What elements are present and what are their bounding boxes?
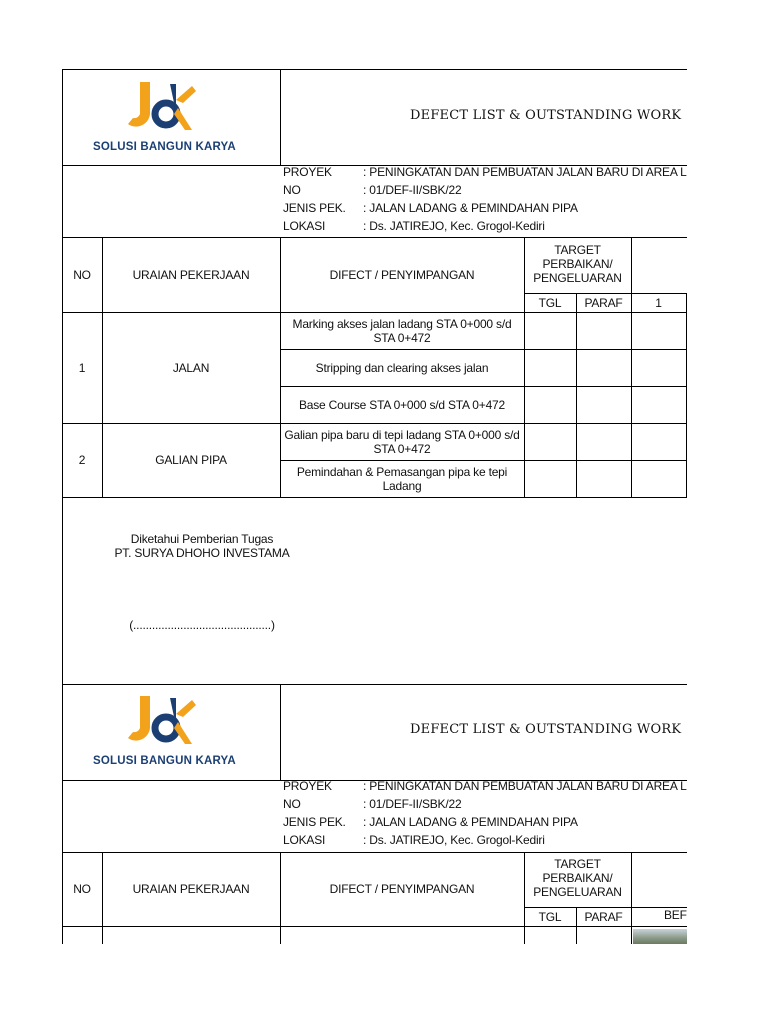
company-name: SOLUSI BANGUN KARYA xyxy=(93,141,236,153)
proyek-label: PROYEK xyxy=(283,165,332,179)
header-difect: DIFECT / PENYIMPANGAN xyxy=(329,882,475,896)
company-logo xyxy=(126,78,198,138)
row-2-item-2: Pemindahan & Pemasangan pipa ke tepi Ladang xyxy=(296,464,508,493)
jenis-value: : JALAN LADANG & PEMINDAHAN PIPA xyxy=(363,815,578,829)
lokasi-value: : Ds. JATIREJO, Kec. Grogol-Kediri xyxy=(363,219,545,233)
lokasi-label: LOKASI xyxy=(283,219,326,233)
row-1-item-3: Base Course STA 0+000 s/d STA 0+472 xyxy=(298,397,506,412)
no-value: : 01/DEF-II/SBK/22 xyxy=(363,797,462,811)
proyek-label: PROYEK xyxy=(283,779,332,793)
header-tgl: TGL xyxy=(538,909,562,924)
row-2-uraian: GALIAN PIPA xyxy=(155,453,227,467)
row-2-no: 2 xyxy=(78,453,86,467)
header-no: NO xyxy=(73,882,91,896)
jenis-label: JENIS PEK. xyxy=(283,201,346,215)
header-no: NO xyxy=(73,267,91,282)
document-title: DEFECT LIST & OUTSTANDING WORK xyxy=(410,108,682,123)
header-target-2: PERBAIKAN/ xyxy=(542,257,613,271)
header-difect: DIFECT / PENYIMPANGAN xyxy=(329,267,475,282)
no-value: : 01/DEF-II/SBK/22 xyxy=(363,183,462,197)
jenis-label: JENIS PEK. xyxy=(283,815,346,829)
header-target-1: TARGET xyxy=(554,243,601,257)
border-top xyxy=(62,69,687,70)
header-before xyxy=(631,907,687,926)
proyek-value: : PENINGKATAN DAN PEMBUATAN JALAN BARU DI AREA L xyxy=(363,165,687,179)
row-2-item-1: Galian pipa baru di tepi ladang STA 0+000 s/d STA 0+472 xyxy=(284,427,520,456)
logo-mark-icon xyxy=(126,78,198,138)
header-before-label: BEF xyxy=(664,908,687,922)
row-1-item-1: Marking akses jalan ladang STA 0+000 s/d STA 0+472 xyxy=(292,316,512,345)
border-header-split xyxy=(280,69,281,166)
header-uraian: URAIAN PEKERJAAN xyxy=(132,882,250,896)
row-1-uraian: JALAN xyxy=(172,360,210,375)
logo-mark-icon xyxy=(126,692,198,752)
header-target-3: PENGELUARAN xyxy=(533,885,622,899)
header-target-3: PENGELUARAN xyxy=(533,271,622,285)
header-uraian: URAIAN PEKERJAAN xyxy=(132,267,250,282)
header-target-2: PERBAIKAN/ xyxy=(542,871,613,885)
company-name: SOLUSI BANGUN KARYA xyxy=(93,755,236,767)
signature-line-1: Diketahui Pemberian Tugas xyxy=(130,532,274,546)
header-tgl: TGL xyxy=(538,295,562,310)
signature-blank: (............................................) xyxy=(129,618,275,632)
header-paraf: PARAF xyxy=(584,295,623,310)
no-label: NO xyxy=(283,797,301,811)
no-label: NO xyxy=(283,183,301,197)
signature-line-2: PT. SURYA DHOHO INVESTAMA xyxy=(114,546,290,560)
header-paraf: PARAF xyxy=(584,909,623,924)
document-title: DEFECT LIST & OUTSTANDING WORK xyxy=(410,722,682,737)
jenis-value: : JALAN LADANG & PEMINDAHAN PIPA xyxy=(363,201,578,215)
proyek-value: : PENINGKATAN DAN PEMBUATAN JALAN BARU DI AREA L xyxy=(363,779,687,793)
row-1-no: 1 xyxy=(78,360,86,375)
lokasi-label: LOKASI xyxy=(283,833,326,847)
row-1-item-2: Stripping dan clearing akses jalan xyxy=(315,360,489,375)
header-col-1: 1 xyxy=(655,295,662,310)
lokasi-value: : Ds. JATIREJO, Kec. Grogol-Kediri xyxy=(363,833,545,847)
header-target-1: TARGET xyxy=(554,857,601,871)
photo-thumbnail xyxy=(633,929,687,944)
company-logo xyxy=(126,692,198,752)
